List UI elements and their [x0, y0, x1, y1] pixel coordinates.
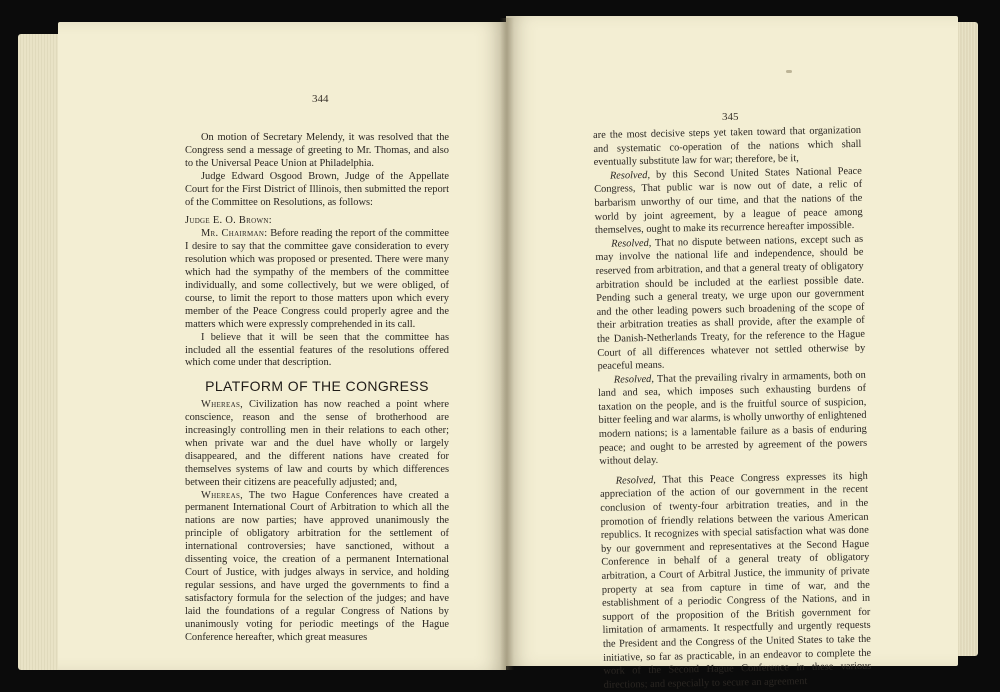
- left-page-text: [185, 132, 449, 644]
- right-page-text: [593, 124, 872, 692]
- resolved-text: That no dispute between nations, except such as may involve the national life and independence, should be reserved from arbitration, and that a general treaty of obligatory arbitration should be included at the earliest possible date. Pending such a general treaty, we urge upon our government and the other leading powers such broadening of the scope of their arbitration treaties as shall provide, after the example of the Danish-Netherlands Treaty, for the reference to the Hague Court of all differences whatever not settled otherwise by peaceful means.: [595, 233, 866, 373]
- resolved-label: Resolved,: [613, 373, 655, 386]
- whereas-text: The two Hague Conferences have created a permanent International Court of Arbitration to which all the nations are now parties; have approved unanimously the principle of obligatory arbitration for the settlement of international controversies; have sanctioned, without a dissenting voice, the creation of a permanent International Court of Justice, with judges always in service, and holding regular sessions, and have urged the governments to find a satisfactory formula for the selection of the judges; and have laid the foundations of a regular Congress of Nations by unanimously voting for periodic meetings of the Hague Conference hereafter, which great measures: [185, 489, 449, 643]
- whereas-label: Whereas,: [201, 489, 244, 501]
- paragraph-continuation: are the most decisive steps yet taken toward that organization and systematic co-operation of the nations which shall eventually substitute law for war; therefore, be it,: [593, 124, 862, 169]
- paper-speck: [786, 70, 792, 73]
- whereas-label: Whereas,: [201, 399, 244, 411]
- resolved-label: Resolved,: [611, 237, 652, 250]
- resolved-text: That the prevailing rivalry in armaments, both on land and sea, which imposes such exhausting burdens of taxation on the people, and is the fruitful source of suspicion, bitter feeling and war alarms, is wholly unworthy of enlightened modern nations; is a lamentable failure as a basis of enduring peace; and ought to be arrested by agreement of the powers without delay.: [597, 369, 868, 468]
- paragraph-resolved-2: [595, 233, 866, 374]
- paragraph-resolved-4: [600, 470, 872, 692]
- address-text: Before reading the report of the committee I desire to say that the committee gave consideration to every resolution which was proposed or presented. There were many which had the sympathy of the members of the committee individually, and some collectively, but we were obliged, of course, to limit the report to those matters upon which every member of the Peace Congress could properly agree and the matters which were expressly comprehended in its call.: [185, 228, 450, 330]
- resolved-label: Resolved,: [609, 169, 651, 182]
- book-gutter: [500, 18, 514, 670]
- paragraph-committee-report: Judge Edward Osgood Brown, Judge of the Appellate Court for the First District of Illinois, then submitted the report of the Committee on Resolutions, as follows:: [185, 170, 449, 208]
- whereas-text: Civilization has now reached a point where conscience, reason and the sense of brotherhood are increasingly controlling men in their relations to each other; when private war and the duel have wholly or largely disappeared, and the different nations have created for themselves systems of law and courts by which differences between their citizens are peacefully adjusted; and,: [185, 399, 449, 488]
- paragraph-belief: I believe that it will be seen that the committee has included all the essential features of the resolutions offered which come under that description.: [185, 331, 449, 369]
- paragraph-greeting: On motion of Secretary Melendy, it was resolved that the Congress send a message of greeting to Mr. Thomas, and also to the Universal Peace Union at Philadelphia.: [185, 132, 449, 169]
- paragraph-resolved-1: [594, 165, 863, 238]
- speaker-name: Judge E. O. Brown:: [185, 215, 272, 227]
- resolved-label: Resolved,: [615, 474, 656, 487]
- paragraph-address: [185, 228, 449, 331]
- paragraph-whereas-1: [185, 399, 449, 489]
- resolved-text: by this Second United States National Peace Congress, That public war is now out of date, a relic of barbarism unworthy of our time, and that the nations of the world by joint agreement, by a league of peace among themselves, ought to make its recurrence hereafter impossible.: [594, 165, 863, 237]
- resolved-text: That this Peace Congress expresses its high appreciation of the action of our government in the recent conclusion of twenty-four arbitration treaties, and in the promotion of friendly relations between the various American republics. It recognizes with special satisfaction what was done by our government and representatives at the Second Hague Conference in behalf of a general treaty of obligatory arbitration, a Court of Arbitral Justice, the immunity of private property at sea from capture in time of war, and the establishment of a periodic Congress of the Nations, and in support of the proposition of the British government for limitation of armaments. It respectfully and urgently requests the President and the Congress of the United States to take the initiative, so far as practicable, in an endeavor to complete the work of the Second Hague Conference in these various directions; and especially to secure an agreement: [599, 470, 872, 691]
- paragraph-resolved-3: [598, 368, 868, 468]
- paragraph-whereas-2: [185, 490, 449, 645]
- section-heading: PLATFORM OF THE CONGRESS: [205, 378, 429, 395]
- left-page-number: 344: [312, 93, 329, 105]
- address-label: Mr. Chairman:: [201, 228, 268, 240]
- right-page-number: 345: [722, 111, 739, 123]
